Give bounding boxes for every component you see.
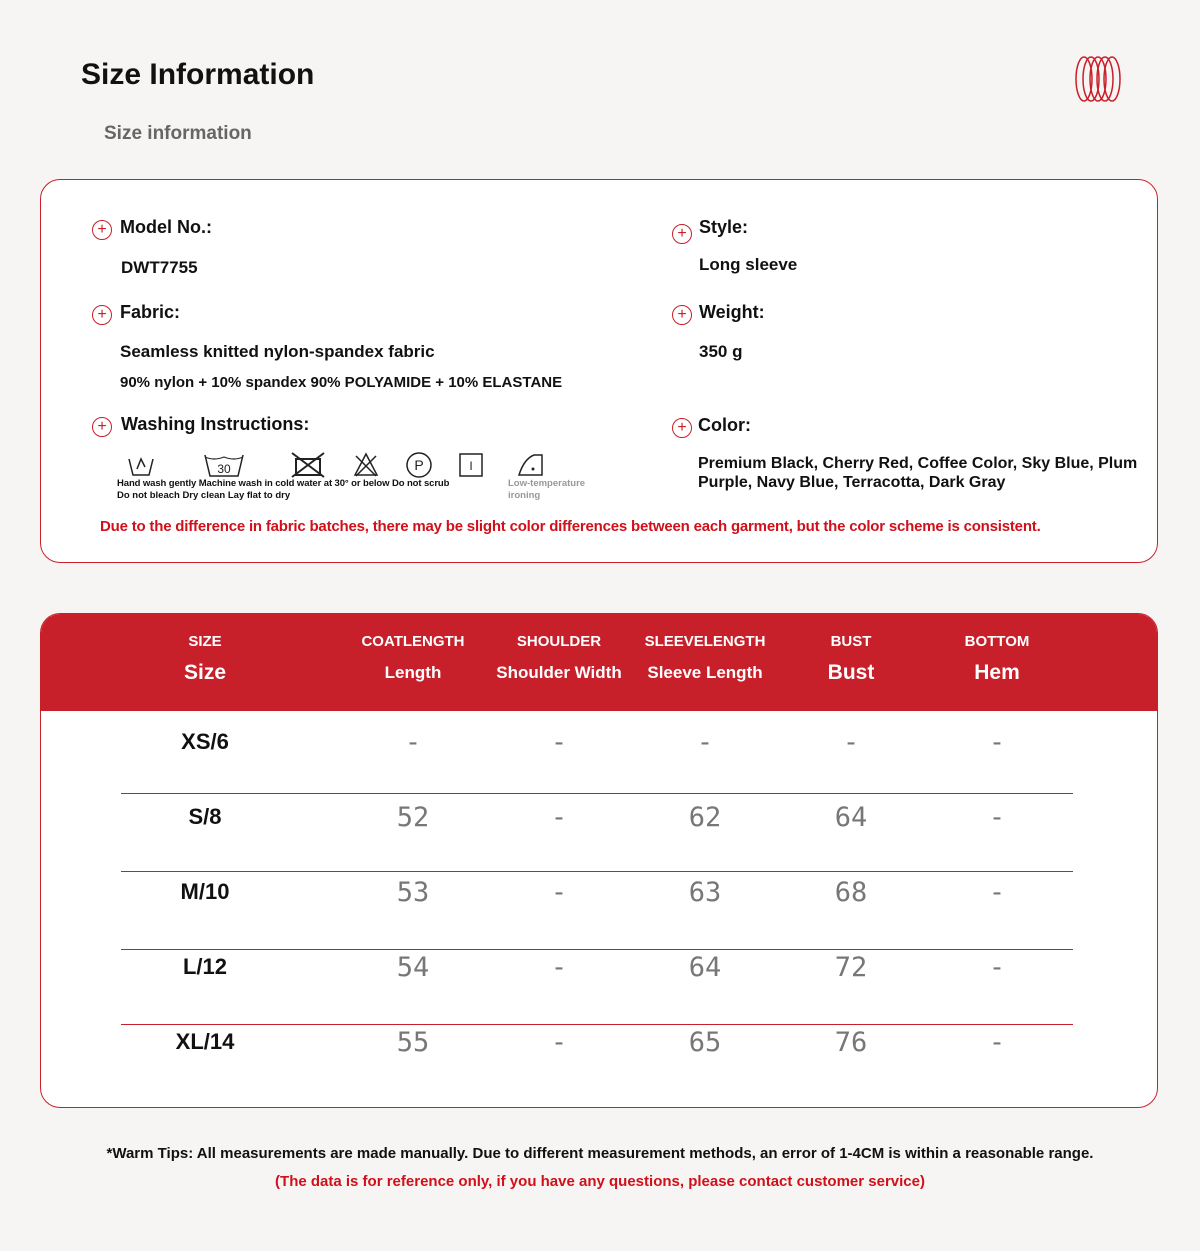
row-divider [121,949,1073,950]
size-cell: S/8 [188,804,222,829]
measurement-cell: - [842,727,860,758]
measurement-cell: - [988,727,1006,758]
measurement-cell: 55 [396,1027,430,1058]
dry-clean-letter: P [414,457,424,473]
measurement-cell: - [550,952,568,983]
size-cell: L/12 [182,954,228,979]
style-label: Style: [699,217,749,237]
row-divider [121,871,1073,872]
column-header-label: Bust [827,661,875,684]
color-value: Premium Black, Cherry Red, Coffee Color, Sky Blue, Plum Purple, Navy Blue, Terracotta, Dark Gray [698,455,1138,491]
color-difference-note: Due to the difference in fabric batches, there may be slight color differences between each garment, but the color scheme is consistent. [100,518,1041,535]
warm-tips: *Warm Tips: All measurements are made manually. Due to different measurement methods, an error of 1-4CM is within a reasonable range. [106,1145,1094,1162]
column-header-label: Size [183,661,227,684]
measurement-cell: 52 [396,802,430,833]
style-value: Long sleeve [699,255,798,274]
fabric-composition: 90% nylon + 10% spandex 90% POLYAMIDE + 10% ELASTANE [120,374,563,391]
row-divider [121,1024,1073,1025]
plus-circle-icon: + [92,417,112,437]
washing-text-line1: Hand wash gently Machine wash in cold water at 30° or below Do not scrub [117,478,450,489]
model-value: DWT7755 [121,258,198,277]
footer-tips [20,1145,1180,1191]
column-header-en: BUST [830,633,872,650]
plus-circle-icon: + [672,418,692,438]
measurement-cell: - [550,877,568,908]
measurement-cell: - [550,1027,568,1058]
measurement-cell: - [988,802,1006,833]
size-table [40,613,1158,1108]
measurement-cell: - [550,727,568,758]
measurement-cell: 54 [396,952,430,983]
brand-logo-icon [1072,54,1124,104]
washing-ironing-text: Low-temperature ironing [508,478,586,501]
plus-circle-icon: + [672,305,692,325]
washing-label: Washing Instructions: [121,414,310,434]
measurement-cell: 63 [688,877,722,908]
measurement-cell: 68 [834,877,868,908]
column-header-en: BOTTOM [964,633,1030,650]
column-header-label: Sleeve Length [647,663,763,682]
measurement-cell: - [988,877,1006,908]
measurement-cell: - [550,802,568,833]
color-label: Color: [698,415,751,435]
measurement-cell: - [988,952,1006,983]
weight-value: 350 g [699,342,743,361]
column-header-label: Length [384,663,442,682]
measurement-cell: 76 [834,1027,868,1058]
page-title: Size Information [81,58,315,91]
column-header-en: COATLENGTH [361,633,465,650]
fabric-value: Seamless knitted nylon-spandex fabric [120,342,435,361]
column-header-en: SIZE [188,633,222,650]
measurement-cell: 64 [688,952,722,983]
page-subtitle: Size information [104,123,252,144]
lay-flat-mark: I [469,459,473,473]
washing-text-line2: Do not bleach Dry clean Lay flat to dry [117,490,291,501]
disclaimer: (The data is for reference only, if you have any questions, please contact customer service) [275,1173,925,1190]
do-not-scrub-icon [290,451,326,479]
measurement-cell: - [404,727,422,758]
plus-circle-icon: + [92,305,112,325]
machine-wash-30-icon [203,451,245,479]
model-label: Model No.: [120,217,212,237]
wash-temp: 30 [217,462,231,476]
size-cell: M/10 [180,879,230,904]
table-header [41,614,1157,711]
column-header-en: SHOULDER [516,633,602,650]
measurement-cell: 64 [834,802,868,833]
measurement-cell: 62 [688,802,722,833]
column-header-label: Hem [974,661,1020,684]
plus-circle-icon: + [92,220,112,240]
measurement-cell: 65 [688,1027,722,1058]
measurement-cell: - [988,1027,1006,1058]
measurement-cell: - [696,727,714,758]
iron-low-icon [516,451,546,479]
lay-flat-icon [458,451,484,479]
measurement-cell: 53 [396,877,430,908]
do-not-bleach-icon [353,451,379,479]
dry-clean-icon [405,451,433,479]
fabric-label: Fabric: [120,302,181,322]
size-cell: XS/6 [181,729,229,754]
hand-wash-icon [127,451,155,479]
row-divider [121,793,1073,794]
weight-label: Weight: [699,302,765,322]
size-cell: XL/14 [175,1029,235,1054]
column-header-label: Shoulder Width [496,663,622,682]
measurement-cell: 72 [834,952,868,983]
column-header-en: SLEEVELENGTH [644,633,766,650]
plus-circle-icon: + [672,224,692,244]
